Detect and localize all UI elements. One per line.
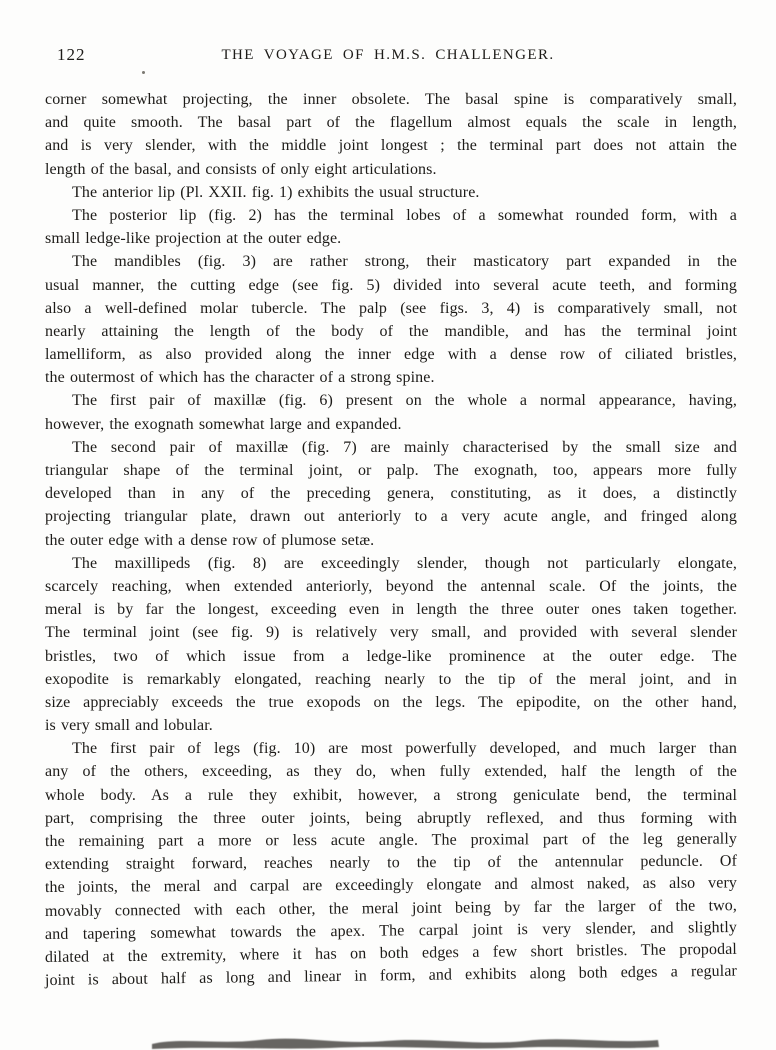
paragraph (45, 737, 737, 992)
text-line: The first pair of legs (fig. 10) are most powerfully developed, and much larger than (72, 740, 737, 758)
text-line: and tapering somewhat towards the apex. The carpal joint is very slender, and slightly (44, 918, 738, 943)
text-line: small ledge-like projection at the outer edge. (45, 230, 342, 248)
text-line: corner somewhat projecting, the inner obsolete. The basal spine is comparatively small, (45, 91, 737, 108)
paragraph (45, 181, 737, 204)
text-line: length of the basal, and consists of only eight articulations. (45, 160, 437, 178)
text-line: and is very slender, with the middle joint longest ; the terminal part does not attain the (45, 137, 737, 155)
text-line: nearly attaining the length of the body of the mandible, and has the terminal joint (45, 322, 737, 340)
paragraph (45, 88, 737, 181)
ink-speck (142, 71, 145, 74)
text-line: bristles, two of which issue from a ledge-like prominence at the outer edge. The (45, 647, 737, 665)
text-line: The anterior lip (Pl. XXII. fig. 1) exhibits the usual structure. (72, 183, 480, 201)
text-line: also a well-defined molar tubercle. The palp (see figs. 3, 4) is comparatively small, not (45, 299, 737, 317)
text-line: The mandibles (fig. 3) are rather strong, their masticatory part expanded in the (72, 253, 737, 271)
text-line: The maxillipeds (fig. 8) are exceedingly slender, though not particularly elongate, (72, 554, 737, 572)
text-line: size appreciably exceeds the true exopods on the legs. The epipodite, on the other hand, (45, 693, 737, 711)
text-line: the outermost of which has the character of a strong spine. (45, 369, 435, 387)
text-line: The first pair of maxillæ (fig. 6) present on the whole a normal appearance, having, (72, 392, 737, 410)
paragraph (45, 552, 737, 738)
text-line: and quite smooth. The basal part of the flagellum almost equals the scale in length, (45, 114, 737, 132)
running-head: THE VOYAGE OF H.M.S. CHALLENGER. (221, 47, 555, 63)
text-line: lamelliform, as also provided along the inner edge with a dense row of ciliated bristles, (45, 346, 737, 364)
text-line: the remaining part a more or less acute angle. The proximal part of the leg generally (44, 830, 738, 850)
text-line: The posterior lip (fig. 2) has the terminal lobes of a somewhat rounded form, with a (72, 206, 737, 224)
body-text (45, 88, 737, 992)
text-line: movably connected with each other, the meral joint being by far the larger of the two, (44, 896, 738, 920)
text-line: extending straight forward, reaches nearly to the tip of the antennular peduncle. Of (44, 852, 738, 874)
paragraph (45, 436, 737, 552)
text-line: The second pair of maxillæ (fig. 7) are mainly characterised by the small size and (72, 438, 737, 456)
text-line: however, the exognath somewhat large and expanded. (45, 415, 402, 433)
text-line: developed than in any of the preceding genera, constituting, as it does, a distinctly (45, 485, 737, 503)
paragraph (45, 389, 737, 435)
text-line: dilated at the extremity, where it has on both edges a few short bristles. The propodal (44, 940, 738, 966)
text-line: scarcely reaching, when extended anteriorly, beyond the antennal scale. Of the joints, the (45, 577, 737, 595)
text-line: projecting triangular plate, drawn out anteriorly to a very acute angle, and fringed along (45, 508, 737, 526)
text-line: meral is by far the longest, exceeding even in length the three outer ones taken together. (45, 601, 737, 619)
scan-artifact-smudge (150, 1033, 660, 1050)
text-line: whole body. As a rule they exhibit, however, a strong geniculate bend, the terminal (45, 786, 737, 804)
text-line: joint is about half as long and linear in form, and exhibits along both edges a regular (44, 962, 738, 990)
text-line: part, comprising the three outer joints, being abruptly reflexed, and thus forming with (45, 809, 737, 827)
text-line: is very small and lobular. (45, 717, 213, 735)
paragraph (45, 204, 737, 250)
text-line: triangular shape of the terminal joint, or palp. The exognath, too, appears more fully (45, 462, 737, 479)
page-number: 122 (57, 45, 86, 64)
paragraph (45, 250, 737, 389)
text-line: the joints, the meral and carpal are exceedingly elongate and almost naked, as also very (44, 874, 738, 897)
text-line: any of the others, exceeding, as they do, when fully extended, half the length of the (45, 763, 737, 781)
text-line: usual manner, the cutting edge (see fig. 5) divided into several acute teeth, and forming (45, 276, 737, 294)
text-line: exopodite is remarkably elongated, reaching nearly to the tip of the meral joint, and in (45, 670, 737, 688)
text-line: The terminal joint (see fig. 9) is relatively very small, and provided with several slender (45, 624, 737, 642)
text-line: the outer edge with a dense row of plumose setæ. (45, 531, 375, 549)
